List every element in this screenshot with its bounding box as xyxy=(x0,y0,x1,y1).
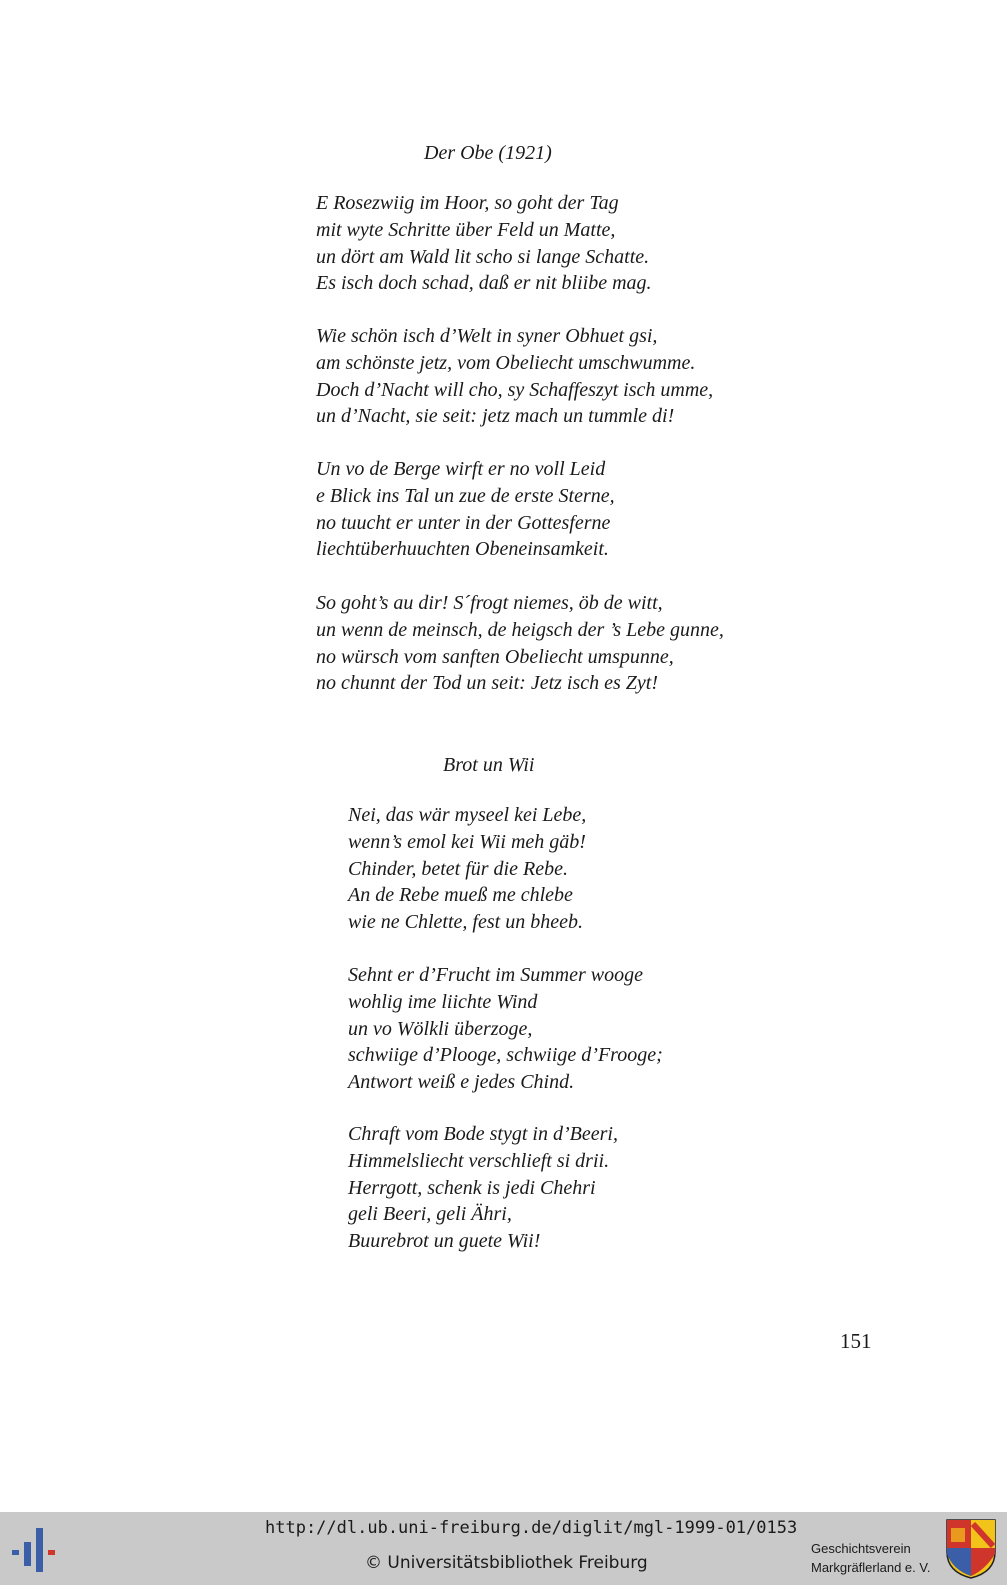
poem-stanza xyxy=(316,323,713,430)
poem-line: un wenn de meinsch, de heigsch der ’s Lebe gunne, xyxy=(316,618,724,641)
poem-line: An de Rebe mueß me chlebe xyxy=(348,884,573,907)
poem-line: geli Beeri, geli Ähri, xyxy=(348,1203,512,1226)
poem-line: Sehnt er d’Frucht im Summer wooge xyxy=(348,964,643,986)
poem-line: no tuucht er unter in der Gottesferne xyxy=(316,511,611,534)
poem-line: schwiige d’Plooge, schwiige d’Frooge; xyxy=(348,1044,663,1067)
poem-stanza xyxy=(316,590,724,697)
coat-of-arms-icon[interactable] xyxy=(945,1518,997,1580)
poem-stanza xyxy=(316,456,615,563)
poem-stanza xyxy=(348,962,663,1096)
poem-line: am schönste jetz, vom Obeliecht umschwumme. xyxy=(316,351,696,374)
poem-line: no würsch vom sanften Obeliecht umspunne, xyxy=(316,645,674,668)
copyright-text: © Universitätsbibliothek Freiburg xyxy=(365,1553,648,1573)
poem-stanza xyxy=(348,802,586,936)
poem-line: Un vo de Berge wirft er no voll Leid xyxy=(316,458,606,480)
poem-line: un dört am Wald lit scho si lange Schatte. xyxy=(316,245,650,268)
poem-title: Der Obe (1921) xyxy=(424,142,552,164)
association-name-line2: Markgräflerland e. V. xyxy=(811,1560,931,1575)
page-number: 151 xyxy=(840,1329,872,1353)
poem-line: liechtüberhuuchten Obeneinsamkeit. xyxy=(316,538,609,561)
ub-freiburg-logo-icon[interactable] xyxy=(8,1524,64,1574)
footer-bar xyxy=(0,1512,1007,1585)
source-url-link[interactable]: http://dl.ub.uni-freiburg.de/diglit/mgl-1999-01/0153 xyxy=(265,1518,798,1538)
poem-line: Himmelsliecht verschlieft si drii. xyxy=(348,1149,610,1172)
poem-line: Chraft vom Bode stygt in d’Beeri, xyxy=(348,1123,618,1145)
poem-stanza xyxy=(316,190,652,297)
poem-line: un vo Wölkli überzoge, xyxy=(348,1017,533,1040)
poem-line: Buurebrot un guete Wii! xyxy=(348,1230,541,1253)
poem-line: Chinder, betet für die Rebe. xyxy=(348,857,568,880)
poem-line: wenn’s emol kei Wii meh gäb! xyxy=(348,830,586,853)
poem-stanza xyxy=(348,1121,618,1255)
association-name-line1: Geschichtsverein xyxy=(811,1541,911,1556)
poem-line: So goht’s au dir! S´frogt niemes, öb de witt, xyxy=(316,592,663,614)
poem-line: Antwort weiß e jedes Chind. xyxy=(348,1071,575,1094)
poem-line: wie ne Chlette, fest un bheeb. xyxy=(348,911,583,934)
poem-line: E Rosezwiig im Hoor, so goht der Tag xyxy=(316,192,619,214)
poem-line: mit wyte Schritte über Feld un Matte, xyxy=(316,218,616,241)
poem-line: no chunnt der Tod un seit: Jetz isch es Zyt! xyxy=(316,672,659,695)
poem-line: Wie schön isch d’Welt in syner Obhuet gsi, xyxy=(316,325,658,347)
poem-line: Herrgott, schenk is jedi Chehri xyxy=(348,1176,596,1199)
poem-line: e Blick ins Tal un zue de erste Sterne, xyxy=(316,484,615,507)
poem-line: Es isch doch schad, daß er nit bliibe mag. xyxy=(316,272,652,295)
poem-line: Doch d’Nacht will cho, sy Schaffeszyt isch umme, xyxy=(316,378,714,401)
poem-line: wohlig ime liichte Wind xyxy=(348,990,538,1013)
poem-line: un d’Nacht, sie seit: jetz mach un tummle di! xyxy=(316,405,675,428)
poem-title: Brot un Wii xyxy=(443,754,535,776)
poem-line: Nei, das wär myseel kei Lebe, xyxy=(348,804,587,826)
